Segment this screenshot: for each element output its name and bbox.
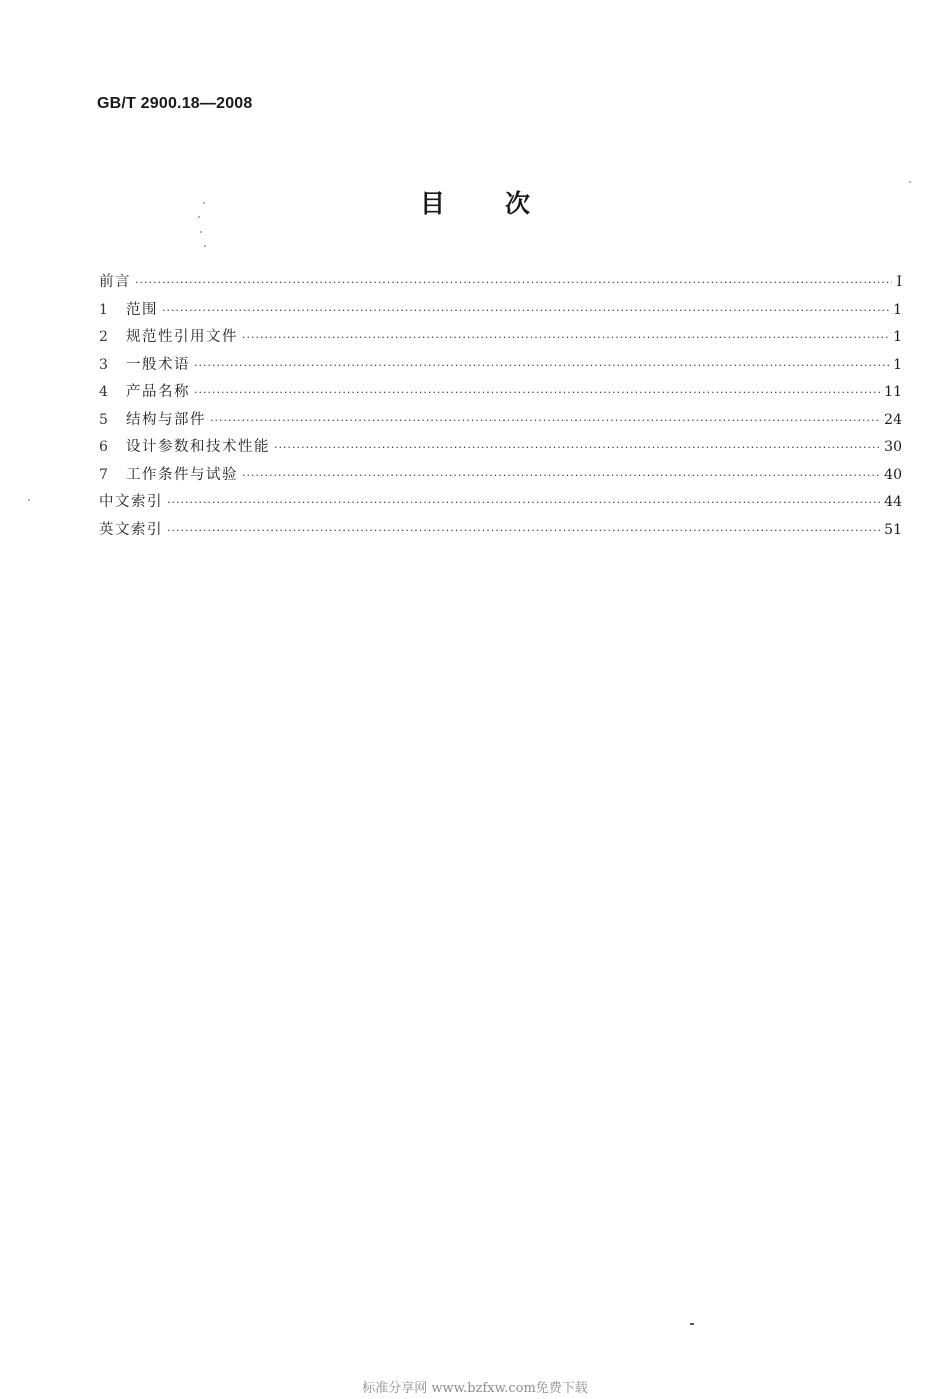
toc-entry-page: Ⅰ [896, 274, 902, 290]
toc-entry-page: 24 [884, 411, 902, 428]
toc-entry-page: 30 [884, 439, 902, 455]
toc-entry-label: 产品名称 [126, 384, 190, 400]
toc-entry-number: 1 [99, 301, 108, 318]
toc-entry[interactable] [99, 408, 902, 436]
toc-entry[interactable] [99, 463, 902, 491]
toc-entry-number: 7 [99, 466, 108, 483]
toc-entry[interactable] [99, 490, 902, 518]
toc-entry-number: 2 [99, 329, 108, 345]
toc-entry-page: 1 [893, 329, 902, 345]
toc-entry[interactable] [99, 435, 902, 463]
toc-title-char: 目 [419, 189, 445, 218]
toc-entry[interactable] [99, 325, 902, 353]
scan-mark [690, 1323, 694, 1325]
toc-entry[interactable] [99, 298, 902, 326]
toc-entry-page: 1 [893, 356, 902, 373]
toc-leader-dots [135, 276, 892, 289]
standard-code: GB/T 2900.18—2008 [97, 95, 253, 112]
toc-leader-dots [274, 441, 880, 454]
footer-watermark: 标准分享网 www.bzfxw.com免费下载 [362, 1381, 588, 1396]
toc-entry-label: 结构与部件 [126, 411, 206, 428]
toc-leader-dots [167, 496, 880, 509]
toc-leader-dots [167, 524, 880, 537]
toc-entry-page: 51 [884, 521, 902, 538]
toc-entry-label: 前言 [99, 274, 131, 290]
toc-entry[interactable] [99, 270, 902, 298]
toc-title-char: 次 [505, 189, 531, 218]
toc-leader-dots [242, 469, 880, 482]
toc-entry-number: 5 [99, 411, 108, 428]
toc-leader-dots [162, 304, 889, 317]
toc-entry-label: 工作条件与试验 [126, 466, 238, 483]
toc-leader-dots [194, 359, 889, 372]
toc-entry-number: 4 [99, 384, 108, 400]
toc-entry-label: 一般术语 [126, 356, 190, 373]
toc-entry-page: 40 [884, 466, 902, 483]
toc-entry-number: 6 [99, 439, 108, 455]
toc-leader-dots [242, 331, 889, 344]
toc-leader-dots [194, 386, 880, 399]
toc-entry-number: 3 [99, 356, 108, 373]
toc-entry[interactable] [99, 353, 902, 381]
toc-entry-page: 44 [884, 494, 902, 510]
toc-entry-label: 设计参数和技术性能 [126, 439, 270, 455]
toc-entry-page: 11 [884, 384, 902, 400]
toc-title [0, 184, 950, 220]
toc-entry-label: 英文索引 [99, 521, 163, 538]
toc-entry-label: 中文索引 [99, 494, 163, 510]
toc-leader-dots [210, 414, 880, 427]
toc-entry[interactable] [99, 518, 902, 546]
toc-entry[interactable] [99, 380, 902, 408]
toc-entry-label: 规范性引用文件 [126, 329, 238, 345]
toc-list [99, 270, 902, 545]
toc-entry-label: 范围 [126, 301, 158, 318]
toc-entry-page: 1 [893, 301, 902, 318]
